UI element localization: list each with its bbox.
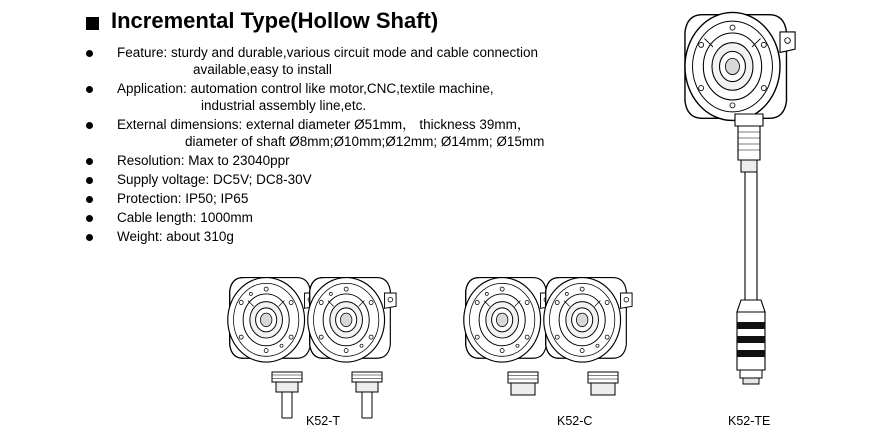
encoder-k52te-drawing <box>685 12 795 384</box>
spec-line: Supply voltage: DC5V; DC8-30V <box>117 172 312 187</box>
caption-k52c: K52-C <box>557 414 593 428</box>
spec-line-continued: industrial assembly line,etc. <box>201 98 367 113</box>
list-item <box>86 80 646 114</box>
specification-list <box>86 44 646 247</box>
list-item <box>86 228 646 245</box>
bullet-dot-icon <box>86 86 93 93</box>
bullet-dot-icon <box>86 158 93 165</box>
page-title-text: Incremental Type(Hollow Shaft) <box>111 8 439 33</box>
page-title <box>86 8 438 34</box>
list-item <box>86 44 646 78</box>
spec-line-continued: available,easy to install <box>193 62 332 77</box>
bullet-dot-icon <box>86 215 93 222</box>
spec-line: Weight: about 310g <box>117 229 234 244</box>
spec-line-continued: diameter of shaft Ø8mm;Ø10mm;Ø12mm; Ø14mm; Ø15mm <box>185 134 545 149</box>
square-bullet-icon <box>86 17 99 30</box>
list-item <box>86 190 646 207</box>
list-item <box>86 209 646 226</box>
encoder-k52c-drawing <box>464 278 632 395</box>
spec-line: Application: automation control like motor,CNC,textile machine, <box>117 81 494 96</box>
caption-k52te: K52-TE <box>728 414 771 428</box>
spec-line: Cable length: 1000mm <box>117 210 253 225</box>
list-item <box>86 171 646 188</box>
bullet-dot-icon <box>86 196 93 203</box>
caption-k52t: K52-T <box>306 414 341 428</box>
spec-line: Resolution: Max to 23040ppr <box>117 153 290 168</box>
bullet-dot-icon <box>86 234 93 241</box>
bullet-dot-icon <box>86 122 93 129</box>
encoder-k52t-drawing <box>228 278 396 418</box>
list-item <box>86 116 646 150</box>
list-item <box>86 152 646 169</box>
bullet-dot-icon <box>86 177 93 184</box>
spec-line: External dimensions: external diameter Ø51mm， thickness 39mm， <box>117 117 531 132</box>
spec-line: Feature: sturdy and durable,various circuit mode and cable connection <box>117 45 538 60</box>
bullet-dot-icon <box>86 50 93 57</box>
spec-line: Protection: IP50; IP65 <box>117 191 249 206</box>
